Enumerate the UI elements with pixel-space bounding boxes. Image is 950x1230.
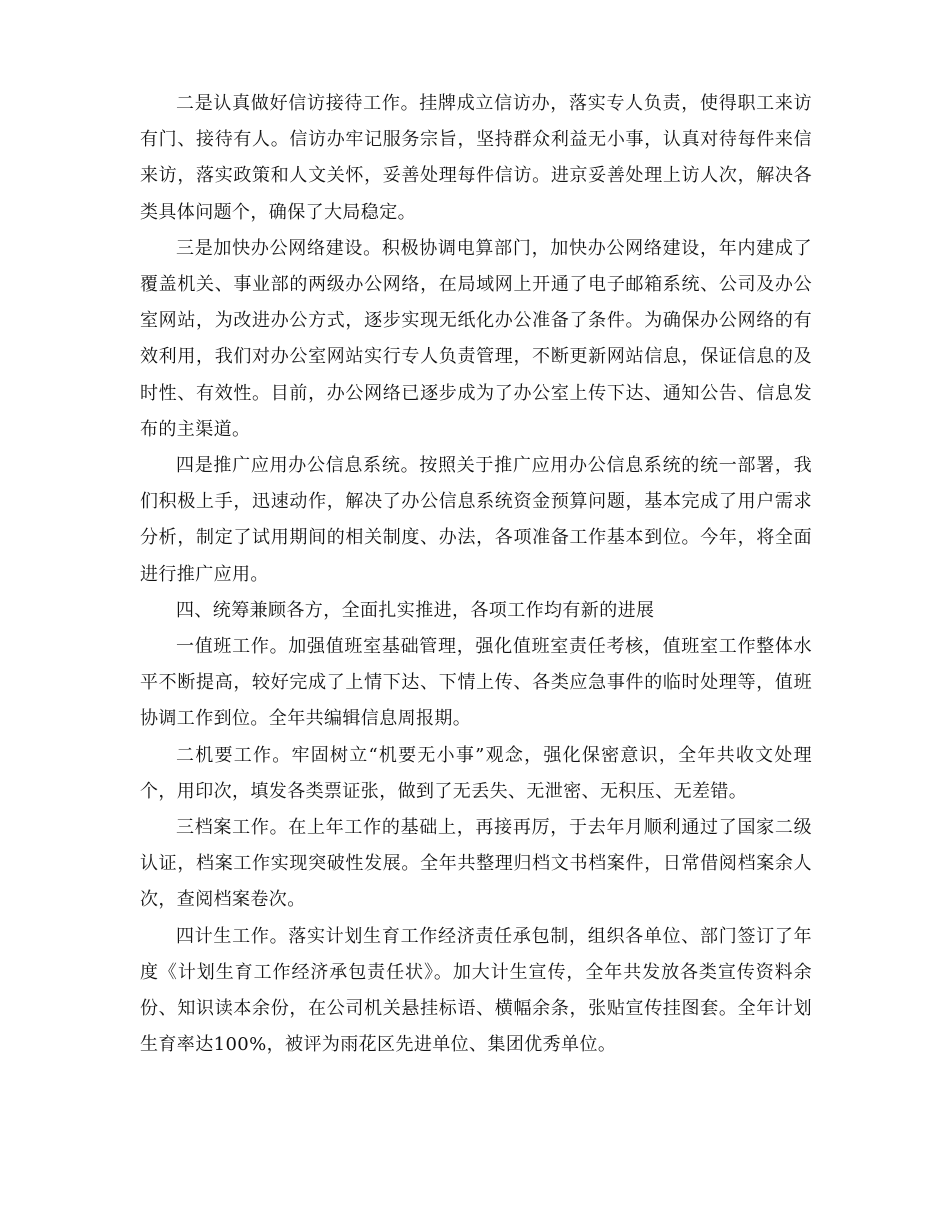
document-body — [140, 86, 812, 1063]
paragraph-archives-work: 三档案工作。在上年工作的基础上，再接再厉，于去年月顺利通过了国家二级认证，档案工作实现突破性发展。全年共整理归档文书档案件，日常借阅档案余人次，查阅档案卷次。 — [140, 817, 812, 911]
paragraph-office-info-system: 四是推广应用办公信息系统。按照关于推广应用办公信息系统的统一部署，我们积极上手，迅速动作，解决了办公信息系统资金预算问题，基本完成了用户需求分析，制定了试用期间的相关制度、办法，各项准备工作基本到位。今年，将全面进行推广应用。 — [140, 455, 812, 585]
paragraph-duty-work: 一值班工作。加强值班室基础管理，强化值班室责任考核，值班室工作整体水平不断提高，较好完成了上情下达、下情上传、各类应急事件的临时处理等，值班协调工作到位。全年共编辑信息周报期。 — [140, 636, 812, 730]
section-heading-four: 四、统筹兼顾各方，全面扎实推进，各项工作均有新的进展 — [176, 599, 655, 621]
paragraph-letters-visits: 二是认真做好信访接待工作。挂牌成立信访办，落实专人负责，使得职工来访有门、接待有人。信访办牢记服务宗旨，坚持群众利益无小事，认真对待每件来信来访，落实政策和人文关怀，妥善处理每件信访。进京妥善处理上访人次，解决各类具体问题个，确保了大局稳定。 — [140, 93, 812, 223]
paragraph-office-network: 三是加快办公网络建设。积极协调电算部门，加快办公网络建设，年内建成了覆盖机关、事业部的两级办公网络，在局域网上开通了电子邮箱系统、公司及办公室网站，为改进办公方式，逐步实现无纸化办公准备了条件。为确保办公网络的有效利用，我们对办公室网站实行专人负责管理，不断更新网站信息，保证信息的及时性、有效性。目前，办公网络已逐步成为了办公室上传下达、通知公告、信息发布的主渠道。 — [140, 237, 812, 440]
paragraph-family-planning: 四计生工作。落实计划生育工作经济责任承包制，组织各单位、部门签订了年度《计划生育工作经济承包责任状》。加大计生宣传，全年共发放各类宣传资料余份、知识读本余份，在公司机关悬挂标语、横幅余条，张贴宣传挂图套。全年计划生育率达100%，被评为雨花区先进单位、集团优秀单位。 — [140, 925, 812, 1056]
paragraph-confidential-work: 二机要工作。牢固树立“机要无小事”观念，强化保密意识，全年共收文处理个，用印次，填发各类票证张，做到了无丢失、无泄密、无积压、无差错。 — [140, 744, 812, 802]
